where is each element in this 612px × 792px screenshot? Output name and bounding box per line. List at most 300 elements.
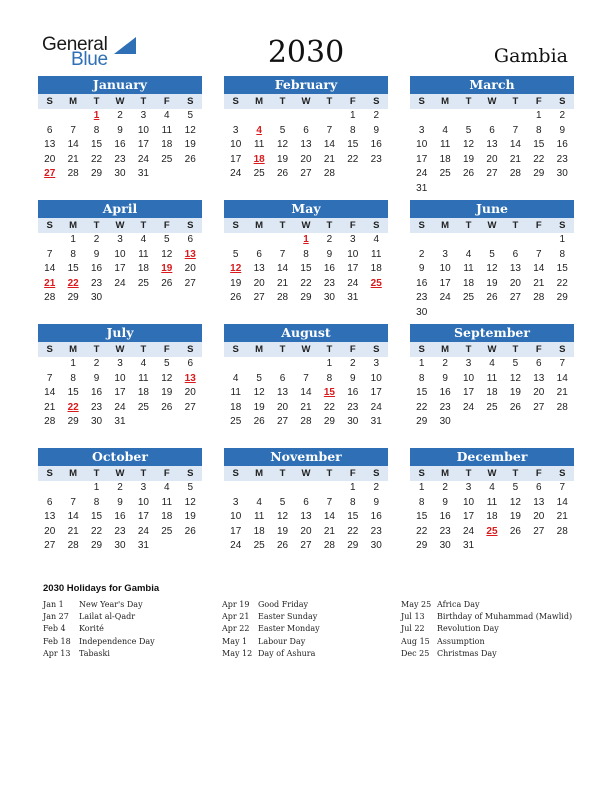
day-cell: 9 — [117, 496, 123, 508]
weekday-label: T — [465, 468, 472, 479]
day-cell: 4 — [164, 482, 170, 493]
day-cell: 29 — [533, 168, 545, 179]
day-cell: 13 — [300, 511, 312, 522]
weekday-header — [38, 218, 202, 233]
day-cell: 23 — [370, 153, 382, 165]
holiday-item — [43, 623, 233, 635]
day-cell: 5 — [465, 124, 472, 136]
weekday-label: M — [441, 220, 450, 231]
week-row — [224, 496, 388, 511]
day-cell: 1 — [559, 234, 566, 245]
day-cell: 29 — [90, 168, 103, 179]
day-cell: 27 — [300, 168, 312, 179]
day-cell: 16 — [323, 263, 335, 274]
empty-day-cell — [551, 415, 574, 430]
holiday-day-cell: 25 — [370, 277, 382, 289]
weekday-header — [38, 342, 202, 357]
weekday-label: T — [279, 344, 286, 355]
empty-day-cell — [504, 182, 527, 197]
day-cell: 12 — [184, 496, 196, 508]
holiday-column — [222, 599, 412, 660]
empty-day-cell — [224, 109, 247, 124]
day-cell: 31 — [137, 168, 149, 179]
day-cell: 18 — [486, 387, 498, 398]
day-cell: 5 — [232, 248, 239, 260]
day-cell: 14 — [556, 496, 568, 508]
day-cell: 25 — [462, 292, 475, 303]
day-cell: 9 — [117, 124, 123, 136]
day-cell: 7 — [46, 372, 53, 384]
day-cell: 9 — [442, 496, 448, 508]
day-cell: 11 — [161, 496, 173, 508]
day-cell: 17 — [230, 153, 242, 165]
weekday-label: T — [140, 96, 147, 107]
weekday-label: S — [418, 344, 425, 355]
holiday-day-cell: 1 — [303, 234, 309, 245]
holiday-name: Revolution Day — [437, 624, 499, 634]
week-row — [410, 496, 574, 511]
day-cell: 28 — [44, 416, 56, 427]
day-cell: 24 — [114, 401, 126, 413]
empty-day-cell — [410, 233, 433, 248]
holiday-item — [43, 611, 233, 623]
holiday-day-cell: 19 — [161, 263, 173, 274]
day-cell: 3 — [442, 248, 448, 260]
week-row — [38, 277, 202, 292]
week-row — [38, 510, 202, 525]
month-title: January — [38, 76, 202, 94]
holidays-title: 2030 Holidays for Gambia — [43, 583, 160, 594]
empty-day-cell — [480, 182, 503, 197]
day-cell: 11 — [486, 496, 498, 508]
day-cell: 3 — [373, 358, 380, 369]
day-cell: 11 — [463, 263, 474, 274]
holiday-name: Easter Monday — [258, 624, 320, 634]
day-cell: 20 — [44, 153, 56, 165]
day-cell: 21 — [276, 277, 289, 289]
week-row — [410, 153, 574, 168]
day-cell: 16 — [90, 263, 103, 274]
week-row — [38, 167, 202, 182]
weekday-label: W — [487, 220, 497, 231]
day-cell: 17 — [439, 277, 451, 289]
day-cell: 30 — [347, 416, 359, 427]
day-cell: 24 — [137, 525, 149, 537]
holiday-date: Apr 19 — [222, 600, 250, 609]
day-cell: 4 — [140, 234, 147, 245]
week-row — [38, 138, 202, 153]
empty-day-cell — [527, 233, 550, 248]
empty-day-cell — [108, 291, 131, 306]
day-cell: 29 — [300, 292, 312, 303]
week-row — [224, 138, 388, 153]
weekday-label: T — [279, 220, 286, 231]
day-cell: 12 — [486, 263, 498, 274]
weekday-label: F — [163, 220, 170, 231]
day-cell: 18 — [137, 387, 149, 398]
holiday-item — [43, 636, 233, 648]
holiday-name: Korité — [79, 624, 104, 634]
day-cell: 29 — [347, 540, 359, 551]
empty-day-cell — [224, 481, 247, 496]
day-cell: 23 — [114, 525, 126, 537]
weekday-label: W — [301, 220, 311, 231]
day-cell: 28 — [556, 401, 568, 413]
holiday-column — [43, 599, 233, 660]
day-cell: 7 — [303, 372, 309, 384]
empty-day-cell — [294, 481, 317, 496]
month-title: August — [224, 324, 388, 342]
week-row — [224, 372, 388, 387]
holiday-item — [401, 599, 591, 611]
day-cell: 17 — [462, 387, 475, 398]
month-december — [410, 448, 574, 554]
day-cell: 26 — [230, 292, 242, 303]
day-cell: 22 — [556, 277, 568, 289]
week-row — [224, 262, 388, 277]
weekday-label: F — [535, 96, 542, 107]
weekday-label: F — [535, 344, 542, 355]
day-cell: 1 — [418, 482, 425, 493]
day-cell: 27 — [184, 401, 196, 413]
day-cell: 2 — [442, 358, 448, 369]
day-cell: 21 — [556, 387, 568, 398]
day-cell: 29 — [67, 416, 79, 427]
day-cell: 28 — [67, 168, 79, 179]
week-row — [410, 248, 574, 263]
day-cell: 15 — [300, 263, 312, 274]
logo-general-text: General — [42, 34, 108, 55]
empty-day-cell — [247, 481, 270, 496]
weekday-label: T — [93, 344, 100, 355]
day-cell: 11 — [138, 248, 149, 260]
week-row — [38, 539, 202, 554]
day-cell: 4 — [232, 372, 239, 384]
day-cell: 14 — [323, 139, 335, 150]
day-cell: 2 — [373, 110, 380, 121]
day-cell: 13 — [486, 139, 498, 150]
day-cell: 14 — [509, 139, 521, 150]
day-cell: 1 — [93, 482, 100, 493]
empty-day-cell — [457, 233, 480, 248]
month-april — [38, 200, 202, 306]
week-row — [38, 109, 202, 124]
day-cell: 18 — [161, 139, 173, 150]
week-row — [224, 525, 388, 540]
empty-day-cell — [480, 415, 503, 430]
day-cell: 19 — [486, 277, 498, 289]
holiday-item — [401, 623, 591, 635]
day-cell: 14 — [44, 387, 56, 398]
day-cell: 24 — [114, 277, 126, 289]
empty-day-cell — [433, 182, 456, 197]
day-cell: 23 — [114, 153, 126, 165]
holiday-date: Apr 13 — [43, 648, 71, 658]
holiday-day-cell: 22 — [67, 277, 79, 289]
day-cell: 26 — [161, 277, 173, 289]
day-cell: 7 — [46, 248, 53, 260]
day-cell: 20 — [486, 153, 498, 165]
weekday-label: T — [140, 468, 147, 479]
day-cell: 2 — [117, 110, 123, 121]
day-cell: 30 — [114, 168, 126, 179]
weekday-label: M — [441, 468, 450, 479]
empty-day-cell — [155, 539, 178, 554]
holiday-date: Apr 21 — [222, 612, 250, 622]
day-cell: 7 — [70, 124, 76, 136]
day-cell: 9 — [373, 124, 380, 136]
day-cell: 9 — [373, 496, 380, 508]
empty-day-cell — [179, 167, 202, 182]
day-cell: 31 — [370, 416, 382, 427]
day-cell: 16 — [370, 139, 382, 150]
week-row — [224, 291, 388, 306]
day-cell: 14 — [67, 511, 79, 522]
day-cell: 13 — [44, 139, 56, 150]
holiday-date: Dec 25 — [401, 648, 430, 658]
empty-day-cell — [179, 291, 202, 306]
day-cell: 4 — [465, 248, 472, 260]
day-cell: 15 — [533, 139, 545, 150]
empty-day-cell — [480, 109, 503, 124]
day-cell: 27 — [44, 540, 56, 551]
weekday-label: T — [512, 344, 519, 355]
empty-day-cell — [457, 182, 480, 197]
week-row — [224, 153, 388, 168]
day-cell: 8 — [326, 372, 333, 384]
day-cell: 22 — [416, 525, 428, 537]
day-cell: 6 — [536, 358, 542, 369]
empty-day-cell — [504, 233, 527, 248]
weekday-label: F — [349, 344, 356, 355]
day-cell: 20 — [300, 525, 312, 537]
day-cell: 27 — [486, 168, 498, 179]
empty-day-cell — [38, 357, 61, 372]
empty-day-cell — [504, 306, 527, 321]
month-july — [38, 324, 202, 430]
month-march — [410, 76, 574, 196]
day-cell: 25 — [137, 401, 149, 413]
day-cell: 30 — [114, 540, 126, 551]
empty-day-cell — [504, 109, 527, 124]
holiday-name: Lailat al-Qadr — [79, 612, 136, 622]
day-cell: 13 — [253, 263, 265, 274]
empty-day-cell — [155, 291, 178, 306]
weekday-header — [38, 466, 202, 481]
weekday-label: W — [301, 344, 311, 355]
weekday-label: M — [69, 220, 78, 231]
day-cell: 29 — [416, 540, 428, 551]
empty-day-cell — [271, 357, 294, 372]
day-cell: 3 — [465, 358, 472, 369]
day-cell: 3 — [117, 234, 123, 245]
day-cell: 17 — [137, 511, 149, 522]
month-may — [224, 200, 388, 306]
weekday-label: T — [326, 96, 333, 107]
week-row — [410, 386, 574, 401]
weekday-label: S — [559, 96, 566, 107]
month-november — [224, 448, 388, 554]
day-cell: 3 — [232, 496, 239, 508]
month-title: April — [38, 200, 202, 218]
day-cell: 1 — [536, 110, 542, 121]
weekday-label: S — [373, 96, 380, 107]
day-cell: 9 — [93, 248, 100, 260]
day-cell: 17 — [416, 153, 428, 165]
weekday-label: T — [93, 96, 100, 107]
day-cell: 13 — [44, 511, 56, 522]
week-row — [224, 277, 388, 292]
week-row — [224, 401, 388, 416]
day-cell: 16 — [416, 277, 428, 289]
day-cell: 4 — [164, 110, 170, 121]
day-cell: 11 — [253, 511, 265, 522]
day-cell: 26 — [276, 168, 289, 179]
empty-day-cell — [457, 109, 480, 124]
day-cell: 11 — [439, 139, 451, 150]
day-cell: 6 — [303, 124, 309, 136]
empty-day-cell — [294, 109, 317, 124]
day-cell: 20 — [253, 277, 265, 289]
day-cell: 14 — [276, 263, 289, 274]
day-cell: 8 — [70, 248, 76, 260]
day-cell: 28 — [44, 292, 56, 303]
day-cell: 24 — [370, 401, 382, 413]
weekday-label: T — [279, 468, 286, 479]
day-cell: 18 — [486, 511, 498, 522]
holiday-day-cell: 18 — [253, 153, 265, 165]
week-row — [410, 415, 574, 430]
day-cell: 27 — [253, 292, 265, 303]
day-cell: 5 — [489, 248, 495, 260]
week-row — [410, 182, 574, 197]
empty-day-cell — [61, 481, 84, 496]
weekday-label: F — [349, 220, 356, 231]
holiday-column — [401, 599, 591, 660]
month-title: March — [410, 76, 574, 94]
day-cell: 23 — [90, 401, 103, 413]
week-row — [410, 138, 574, 153]
day-cell: 21 — [44, 401, 56, 413]
empty-day-cell — [410, 109, 433, 124]
weekday-label: S — [559, 468, 566, 479]
day-cell: 14 — [67, 139, 79, 150]
day-cell: 13 — [509, 263, 521, 274]
day-cell: 1 — [350, 482, 356, 493]
day-cell: 26 — [161, 401, 173, 413]
day-cell: 10 — [114, 248, 126, 260]
day-cell: 31 — [462, 540, 475, 551]
day-cell: 24 — [230, 168, 242, 179]
day-cell: 6 — [489, 124, 495, 136]
day-cell: 5 — [187, 482, 194, 493]
day-cell: 11 — [230, 387, 241, 398]
holiday-day-cell: 15 — [323, 387, 335, 398]
weekday-header — [224, 94, 388, 109]
day-cell: 28 — [276, 292, 289, 303]
weekday-label: S — [373, 220, 380, 231]
day-cell: 31 — [137, 540, 149, 551]
day-cell: 24 — [439, 292, 451, 303]
day-cell: 17 — [114, 263, 126, 274]
empty-day-cell — [179, 539, 202, 554]
day-cell: 25 — [253, 540, 265, 551]
day-cell: 2 — [418, 248, 425, 260]
day-cell: 19 — [161, 387, 173, 398]
holiday-item — [222, 599, 412, 611]
week-row — [410, 124, 574, 139]
empty-day-cell — [480, 233, 503, 248]
weekday-label: S — [418, 220, 425, 231]
day-cell: 2 — [559, 110, 566, 121]
day-cell: 9 — [442, 372, 448, 384]
day-cell: 11 — [371, 248, 382, 260]
day-cell: 28 — [509, 168, 521, 179]
day-cell: 23 — [556, 153, 568, 165]
holiday-date: May 25 — [401, 600, 432, 609]
empty-day-cell — [551, 182, 574, 197]
holiday-date: Jul 13 — [401, 612, 425, 622]
day-cell: 11 — [138, 372, 149, 384]
weekday-label: T — [326, 468, 333, 479]
holiday-date: Feb 18 — [43, 636, 71, 646]
day-cell: 10 — [347, 248, 359, 260]
empty-day-cell — [247, 233, 270, 248]
empty-day-cell — [224, 357, 247, 372]
day-cell: 31 — [416, 182, 428, 194]
weekday-label: M — [69, 96, 78, 107]
week-row — [410, 109, 574, 124]
empty-day-cell — [457, 415, 480, 430]
day-cell: 24 — [462, 401, 475, 413]
week-row — [224, 124, 388, 139]
day-cell: 5 — [512, 358, 519, 369]
weekday-label: T — [326, 220, 333, 231]
empty-day-cell — [155, 415, 178, 430]
day-cell: 5 — [279, 496, 286, 508]
day-cell: 24 — [347, 277, 359, 289]
week-row — [224, 415, 388, 430]
week-row — [38, 496, 202, 511]
weekday-header — [38, 94, 202, 109]
weekday-label: M — [255, 96, 264, 107]
day-cell: 1 — [418, 358, 425, 369]
holiday-name: Easter Sunday — [258, 612, 318, 622]
day-cell: 22 — [416, 401, 428, 413]
week-row — [38, 386, 202, 401]
day-cell: 8 — [418, 372, 425, 384]
day-cell: 3 — [232, 124, 239, 136]
weekday-label: S — [46, 96, 53, 107]
day-cell: 19 — [509, 511, 521, 522]
day-cell: 18 — [370, 263, 382, 274]
day-cell: 9 — [418, 263, 425, 274]
day-cell: 20 — [533, 511, 545, 522]
weekday-label: S — [46, 220, 53, 231]
weekday-label: W — [115, 96, 125, 107]
weekday-label: W — [487, 468, 497, 479]
day-cell: 26 — [253, 416, 265, 427]
holiday-name: New Year's Day — [79, 600, 143, 609]
day-cell: 29 — [67, 292, 79, 303]
day-cell: 11 — [253, 139, 265, 150]
day-cell: 10 — [230, 139, 242, 150]
holiday-day-cell: 12 — [230, 263, 242, 274]
empty-day-cell — [132, 291, 155, 306]
empty-day-cell — [527, 306, 550, 321]
day-cell: 15 — [416, 387, 428, 398]
day-cell: 12 — [276, 139, 289, 150]
